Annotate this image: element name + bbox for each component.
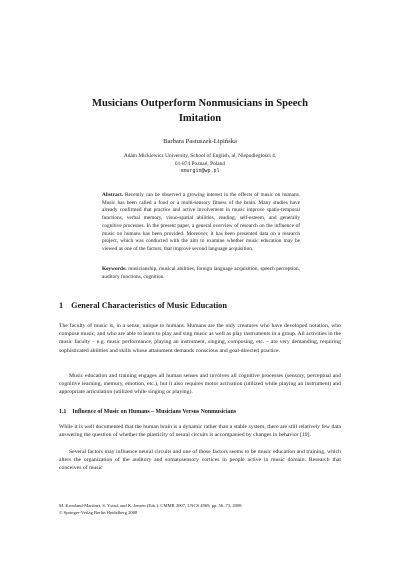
abstract-text: Recently can be observed a growing interest in the effects of music on humans. Music has been called a food or a multi-sensory fitness of the brain. Many studies have already confirmed that practice and active involvement in music improve spatio-temporal functions, verbal memory, visuo-spatial abilities, reading, self-esteem, and generally cognitive processes. In the present paper, a general overview of research on the influence of music on humans has been provided. Moreover, it has been presented data on a research project, which was conducted with the aim to examine whether music education may be viewed as one of the factors, that improve second language acquisition.	[102, 192, 301, 252]
subsection-title: Influence of Music on Humans – Musicians Versus Nonmusicians	[72, 409, 237, 415]
affiliation-line-1: Adam Mickiewicz University, School of English, al. Niepodległości 4,	[123, 153, 277, 159]
footer-copyright: © Springer-Verlag Berlin Heidelberg 2008	[59, 509, 138, 515]
keywords	[102, 266, 300, 281]
body-paragraph-3: While it is well documented that the human brain is a dynamic rather than a stable system, there are still relatively few data answering the question of whether the plasticity of neural circuits is accompanied by changes in behavior [19].	[59, 424, 341, 439]
abstract-label: Abstract.	[102, 192, 124, 198]
subsection-heading	[59, 408, 341, 416]
body-paragraph-1: The faculty of music is, in a sense, unique to humans. Humans are the only creatures who have developed notation, who compose music, and who are able to learn to play and sing music as well as play instruments in a group. All activities in the music faculty – e.g. music performance, playing an instrument, singing, composing, etc. – are very demanding, requiring sophisticated abilities and skills whose attainment demands conscious and goal-directed practice.	[59, 323, 341, 354]
body-paragraph-2: Music education and training engages all human senses and involves all cognitive processes (sensory, perceptual and cognitive learning, memory, emotion, etc.), but it also requires motor activation (utilized while playing an instrument) and appropriate articulation (utilized while singing or playing).	[59, 373, 341, 396]
section-number: 1	[59, 301, 64, 310]
paper-title	[60, 96, 340, 126]
author-name: Barbara Pastuszek-Lipińska	[163, 138, 237, 145]
title-line-1: Musicians Outperform Nonmusicians in Speech	[91, 98, 308, 109]
footer-citation: M. Kronland-Martinet, S. Ystad, and K. Jensen (Eds.): CMMR 2007, LNCS 4969, pp. 56–73, 2008.	[59, 503, 243, 508]
citation-footer	[59, 503, 341, 516]
author-affiliation	[60, 153, 340, 176]
abstract	[102, 192, 300, 254]
author-email: smurgin@wp.pl	[180, 168, 220, 175]
section-heading	[59, 300, 341, 311]
body-paragraph-4: Several factors may influence neural circuits and one of those factors seems to be music education and training, which alters the organization of the auditory and somatosensory cortices in people active in music domain. Research that conceives of music	[59, 449, 341, 472]
keywords-text: musicianship, musical abilities, foreign language acquisition, speech perception, auditory functions, cognition.	[102, 266, 300, 280]
subsection-number: 1.1	[59, 409, 67, 415]
keywords-label: Keywords:	[102, 266, 127, 272]
section-title: General Characteristics of Music Education	[71, 301, 227, 310]
title-line-2: Imitation	[178, 113, 222, 124]
affiliation-line-2: 61-874 Poznań, Poland	[174, 160, 226, 167]
